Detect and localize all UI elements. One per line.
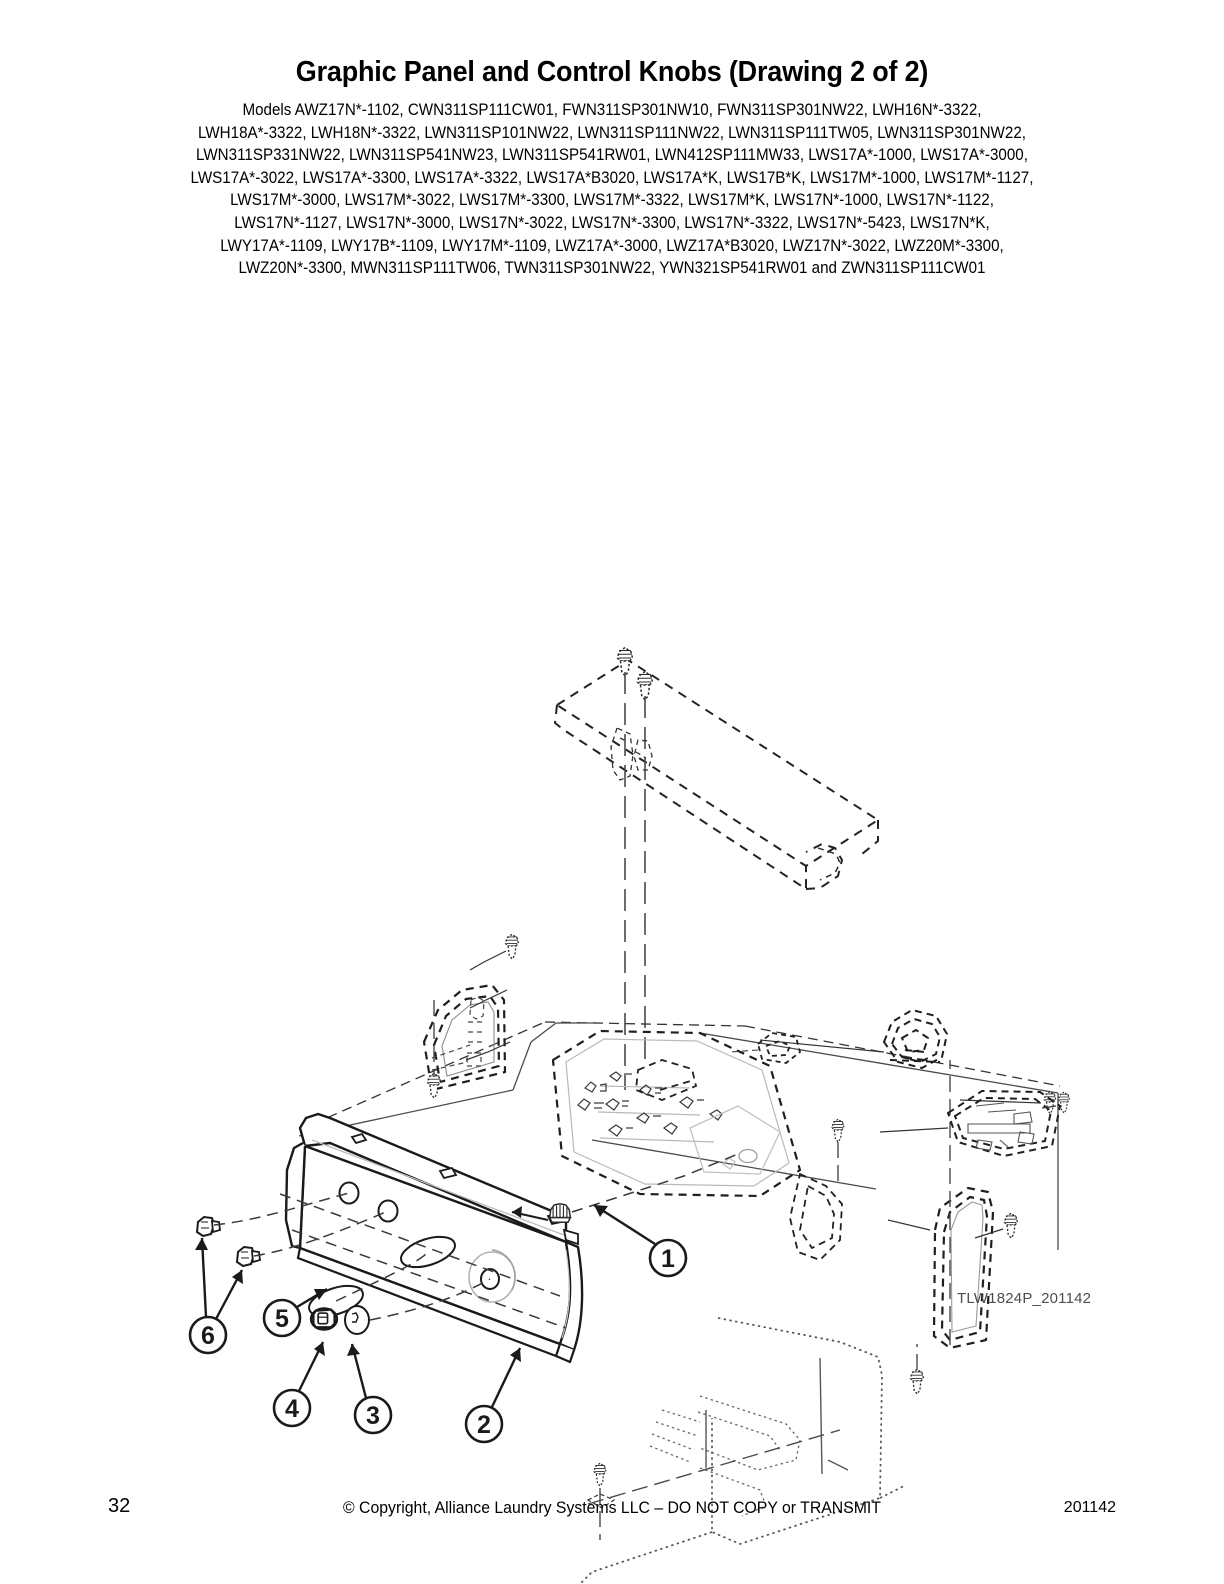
hood-screw-right <box>638 672 653 701</box>
callout-balloon-1[interactable] <box>650 1240 686 1276</box>
models-line: LWN311SP331NW22, LWN311SP541NW23, LWN311SP541RW01, LWN412SP111MW33, LWS17A*-1000, LWS17A*-3000, <box>196 146 1028 165</box>
models-line: LWS17M*-3000, LWS17M*-3022, LWS17M*-3300, LWS17M*-3322, LWS17M*K, LWS17N*-1000, LWS17N*-1122, <box>230 191 994 210</box>
right-cap-screw-lower <box>911 1369 924 1394</box>
diagram-linework <box>190 648 1070 1584</box>
models-line: Models AWZ17N*-1102, CWN311SP111CW01, FWN311SP301NW10, FWN311SP301NW22, LWH16N*-3322, <box>242 101 982 119</box>
left-end-cap-bracket <box>432 997 484 1070</box>
page-number: 32 <box>108 1495 131 1517</box>
callout-number: 2 <box>477 1411 491 1439</box>
models-line: LWZ20N*-3300, MWN311SP111TW06, TWN311SP301NW22, YWN321SP541RW01 and ZWN311SP111CW01 <box>238 259 986 278</box>
phantom-right-end-cap <box>934 1188 993 1348</box>
right-end-cap-inner <box>951 1202 983 1332</box>
exploded-parts-diagram <box>0 300 1224 1439</box>
retaining-clip-part <box>550 1204 571 1222</box>
models-line: LWY17A*-1109, LWY17B*-1109, LWY17M*-1109, LWZ17A*-3000, LWZ17A*B3020, LWZ17N*-3022, LWZ20M*-3300, <box>220 236 1004 255</box>
lid-screw <box>594 1463 606 1486</box>
page-title: Graphic Panel and Control Knobs (Drawing 2 of 2) <box>295 56 929 88</box>
hood-end-detail <box>818 848 840 880</box>
models-line: LWH18A*-3322, LWH18N*-3322, LWN311SP101NW22, LWN311SP111NW22, LWN311SP111TW05, LWN311SP301NW22, <box>198 123 1026 142</box>
phantom-timer-knob-module <box>884 1010 947 1068</box>
callout-balloon-4[interactable] <box>274 1390 310 1426</box>
document-number: 201142 <box>1063 1499 1116 1516</box>
left-end-cap-inner <box>442 1002 494 1076</box>
timer-module-screw <box>1044 1092 1056 1114</box>
panel-graphic-text-marks <box>578 1072 722 1136</box>
push-fastener-upper-part <box>197 1217 220 1236</box>
right-cap-screw-upper <box>1005 1213 1018 1238</box>
callout-number: 1 <box>661 1245 675 1273</box>
wire-connector-leader <box>730 1050 758 1052</box>
callout-balloon-2[interactable] <box>466 1406 502 1442</box>
callout-balloon-3[interactable] <box>355 1397 391 1433</box>
control-panel-graphic-inner <box>566 1039 789 1186</box>
left-cap-screw-upper <box>506 934 519 959</box>
callout-balloon-5[interactable] <box>264 1300 300 1336</box>
assembly-centerline <box>625 672 645 1090</box>
models-line: LWS17N*-1127, LWS17N*-3000, LWS17N*-3022, LWS17N*-3300, LWS17N*-3322, LWS17N*-5423, LWS17N*K, <box>234 213 990 232</box>
knob-insert-part <box>345 1306 369 1334</box>
timer-module-leader <box>760 1040 1041 1103</box>
callout-number: 4 <box>285 1395 299 1423</box>
callout-number: 3 <box>366 1402 380 1430</box>
washer-cabinet-edge <box>706 1358 848 1474</box>
phantom-lower-bracket <box>790 1174 842 1260</box>
callout-balloon-6[interactable] <box>190 1317 226 1353</box>
callout-number: 5 <box>275 1305 289 1333</box>
washer-lid-outline <box>578 1318 904 1584</box>
copyright-notice: © Copyright, Alliance Laundry Systems LLC – DO NOT COPY or TRANSMIT <box>343 1498 881 1517</box>
panel-display-window <box>690 1106 780 1174</box>
page-footer <box>0 1495 1224 1525</box>
drawing-reference-number: TLW1824P_201142 <box>957 1290 1092 1307</box>
models-list <box>49 99 1175 280</box>
left-cap-screw-lower <box>428 1073 441 1098</box>
push-fastener-lower-part <box>237 1247 260 1266</box>
page-header <box>0 55 1224 280</box>
phantom-control-panel-face <box>553 1031 800 1196</box>
phantom-wire-connector <box>758 1033 800 1063</box>
left-cap-leaders <box>466 951 510 1060</box>
lower-bracket-screw <box>832 1119 844 1142</box>
callout-number: 6 <box>201 1322 215 1350</box>
control-knob-part <box>311 1308 337 1329</box>
models-line: LWS17A*-3022, LWS17A*-3300, LWS17A*-3322, LWS17A*B3020, LWS17A*K, LWS17B*K, LWS17M*-1000, LWS17M*-1127, <box>190 168 1034 187</box>
phantom-console-hood <box>555 660 878 889</box>
